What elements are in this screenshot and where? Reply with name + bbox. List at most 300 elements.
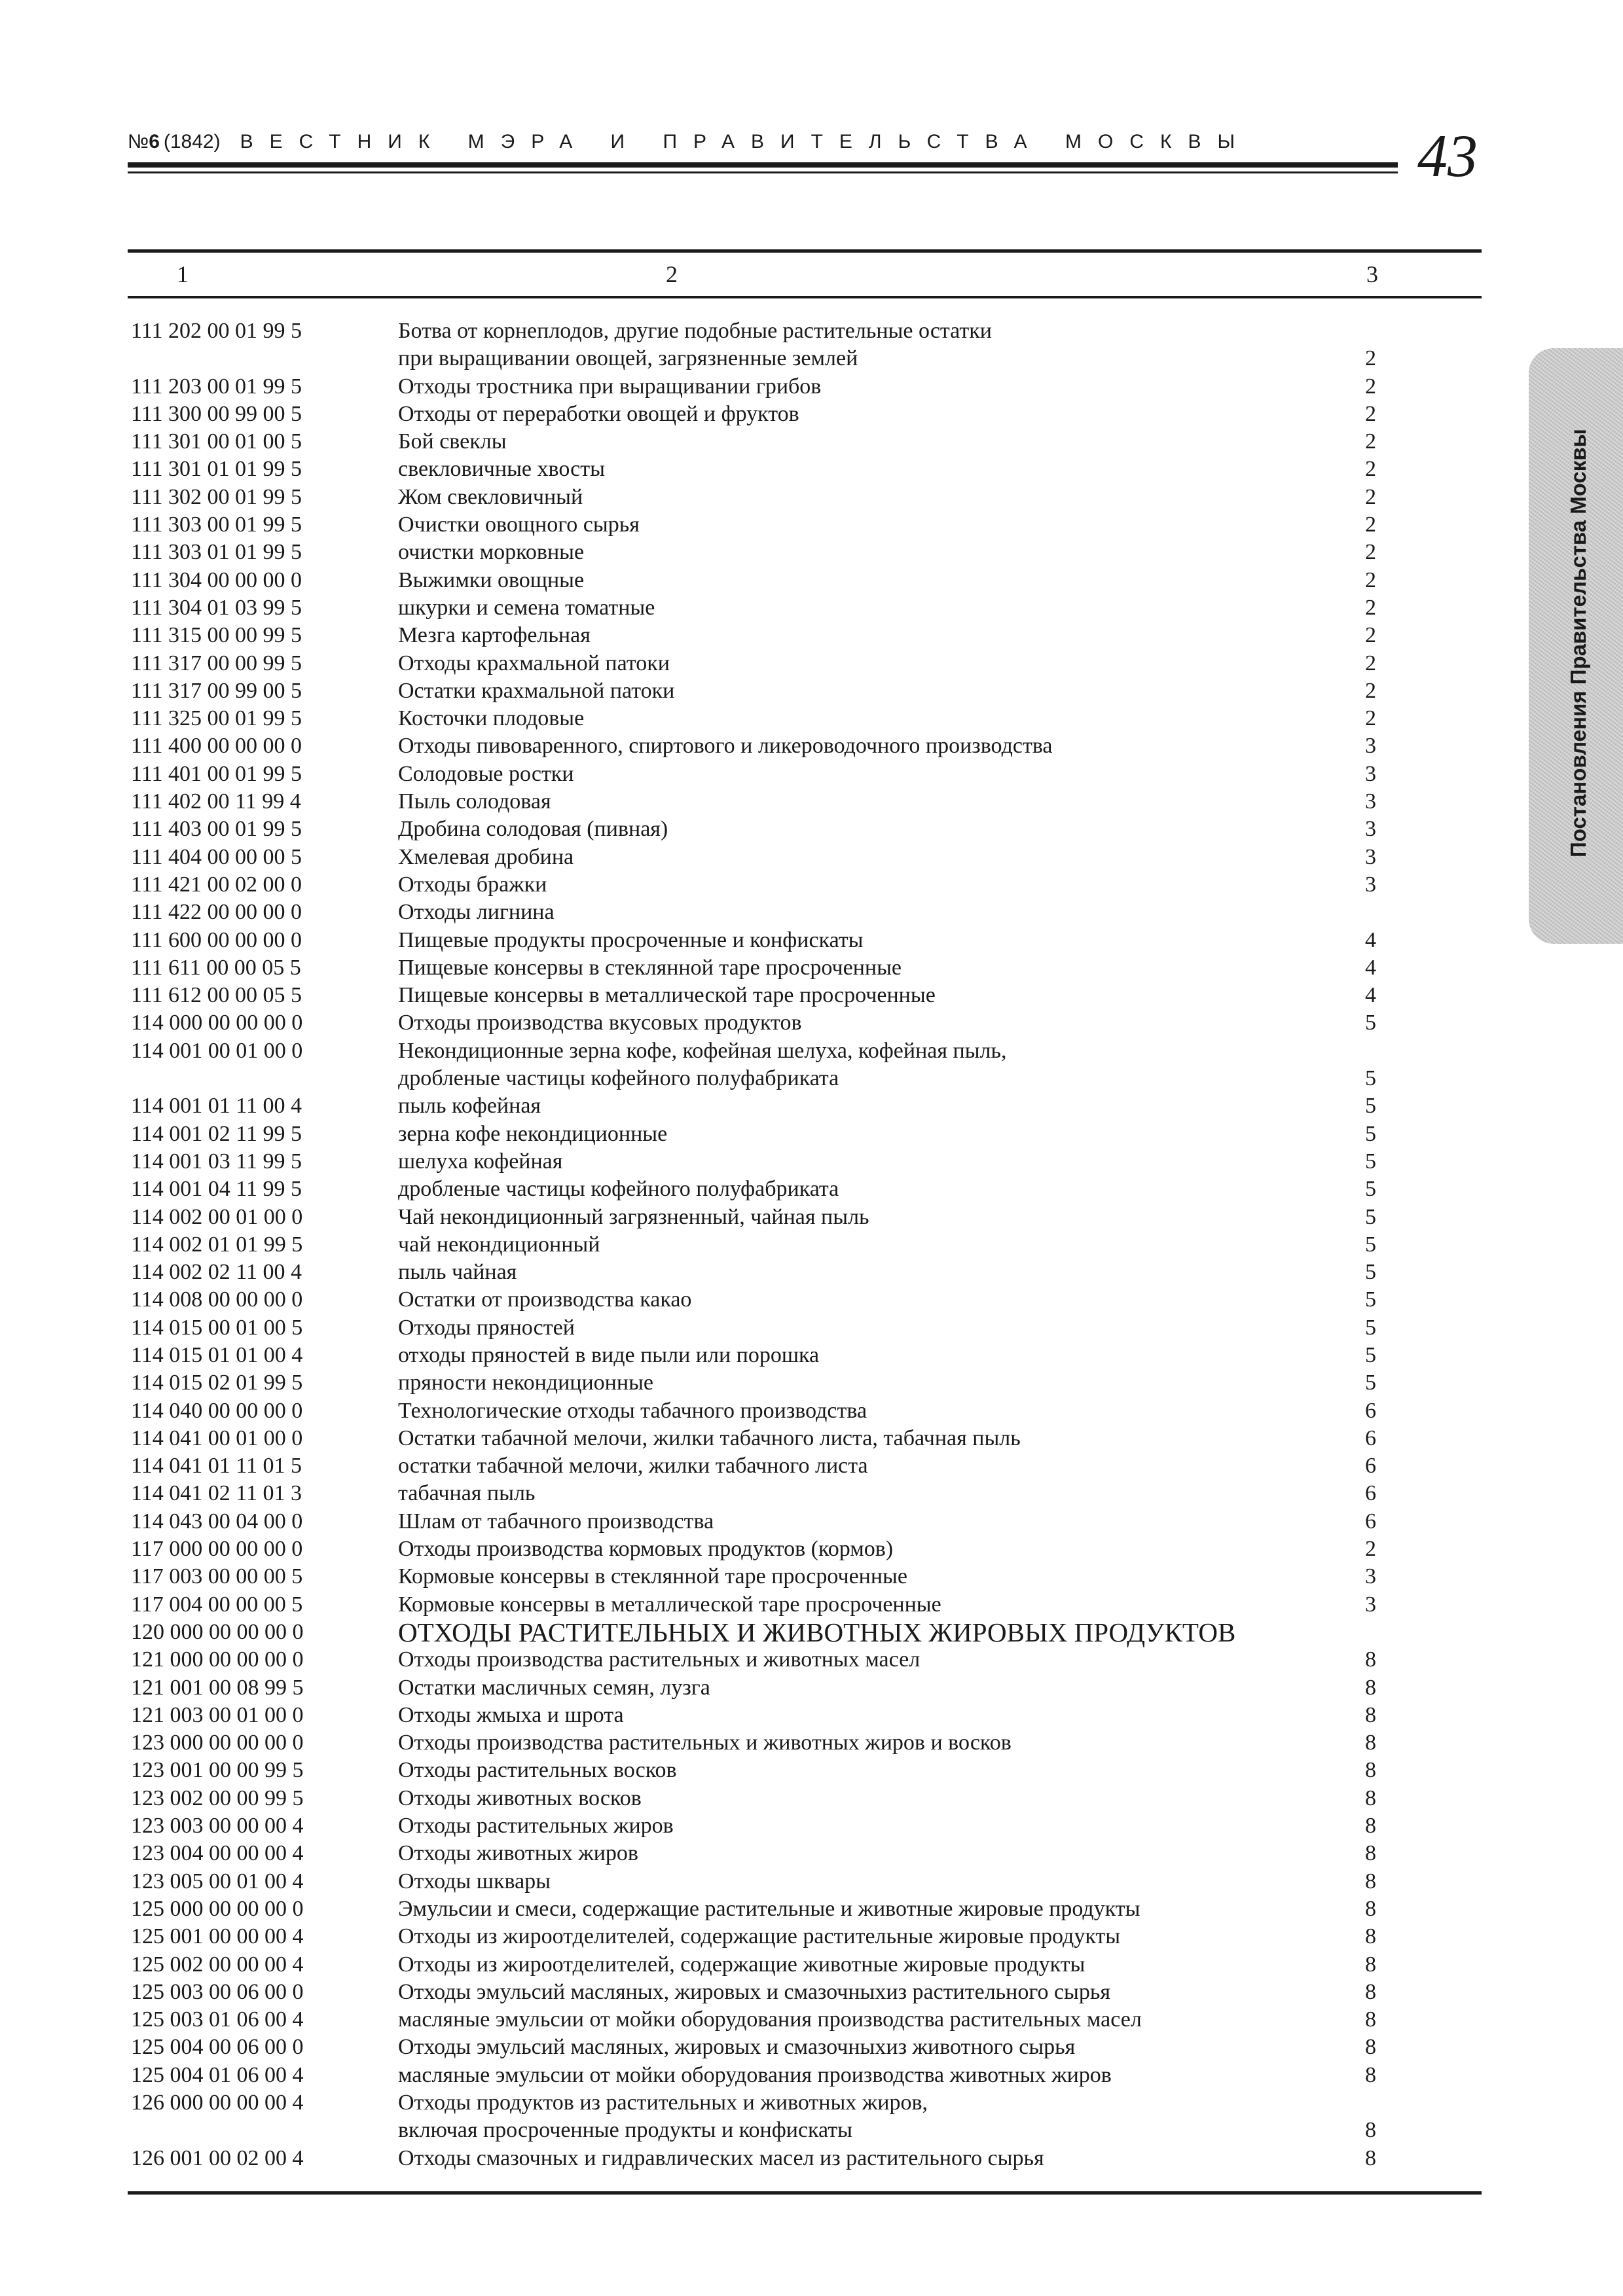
waste-description — [398, 1204, 869, 1231]
page-number: 43 — [1417, 122, 1478, 189]
waste-code: 125 004 01 06 00 4 — [131, 2062, 304, 2087]
hazard-class: 2 — [1365, 1537, 1376, 1562]
column-header-2: 2 — [666, 261, 678, 287]
waste-code: 111 421 00 02 00 0 — [131, 872, 302, 897]
table-row — [131, 1812, 1480, 1840]
hazard-class: 2 — [1365, 457, 1376, 482]
hazard-class: 8 — [1365, 2145, 1376, 2170]
hazard-class: 8 — [1365, 1675, 1376, 1700]
description-line: пыль чайная — [398, 1260, 517, 1285]
waste-description — [398, 1619, 1235, 1646]
description-line: Отходы животных восков — [398, 1785, 642, 1810]
table-row — [131, 622, 1480, 649]
description-line: пыль кофейная — [398, 1094, 541, 1119]
description-line: Технологические отходы табачного производства — [398, 1398, 867, 1423]
hazard-class: 2 — [1365, 401, 1376, 426]
description-line: Отходы из жироотделителей, содержащие растительные жировые продукты — [398, 1924, 1121, 1949]
waste-description — [398, 373, 821, 401]
table-row — [131, 1757, 1480, 1784]
description-line: Отходы растительных восков — [398, 1758, 677, 1783]
description-line: чай некондиционный — [398, 1232, 600, 1257]
description-line: Отходы тростника при выращивании грибов — [398, 374, 822, 399]
hazard-class: 8 — [1365, 1924, 1376, 1949]
description-line: включая просроченные продукты и конфискаты — [398, 2118, 852, 2143]
waste-description — [398, 1840, 638, 1867]
waste-code: 111 303 01 01 99 5 — [131, 540, 302, 565]
waste-code: 114 001 00 01 00 0 — [131, 1038, 303, 1063]
waste-description — [398, 844, 574, 871]
hazard-class: 6 — [1365, 1398, 1376, 1423]
waste-description — [398, 1757, 677, 1784]
table-top-rule — [128, 249, 1482, 253]
waste-code: 121 003 00 01 00 0 — [131, 1702, 304, 1727]
waste-description — [398, 1286, 691, 1314]
waste-code: 114 002 01 01 99 5 — [131, 1232, 303, 1257]
table-row — [131, 871, 1480, 899]
waste-description — [398, 705, 584, 732]
waste-code: 114 008 00 00 00 0 — [131, 1287, 303, 1312]
hazard-class: 3 — [1365, 761, 1376, 786]
table-row — [131, 1951, 1480, 1979]
description-line: Пищевые консервы в стеклянной таре просроченные — [398, 955, 902, 980]
description-line: Эмульсии и смеси, содержащие растительные и животные жировые продукты — [398, 1896, 1140, 1921]
description-line: Остатки масличных семян, лузга — [398, 1675, 710, 1700]
description-line: Остатки от производства какао — [398, 1287, 692, 1312]
waste-code: 111 300 00 99 00 5 — [131, 401, 302, 426]
waste-code: 114 002 00 01 00 0 — [131, 1204, 303, 1229]
table-row — [131, 1535, 1480, 1563]
table-row — [131, 732, 1480, 760]
hazard-class: 2 — [1365, 623, 1376, 648]
waste-description — [398, 1951, 1085, 1979]
waste-description — [398, 539, 584, 566]
table-row — [131, 1175, 1480, 1203]
waste-code: 114 041 00 01 00 0 — [131, 1426, 303, 1450]
table-row — [131, 317, 1480, 373]
table-row — [131, 1785, 1480, 1812]
hazard-class: 2 — [1365, 706, 1376, 731]
description-line: Остатки табачной мелочи, жилки табачного листа, табачная пыль — [398, 1426, 1021, 1450]
waste-code: 111 315 00 00 99 5 — [131, 623, 302, 648]
hazard-class: 2 — [1365, 678, 1376, 703]
journal-title: ВЕСТНИК МЭРА И ПРАВИТЕЛЬСТВА МОСКВЫ — [240, 131, 1252, 152]
hazard-class: 6 — [1365, 1481, 1376, 1506]
waste-description — [398, 1923, 1120, 1950]
description-line: Некондиционные зерна кофе, кофейная шелуха, кофейная пыль, — [398, 1038, 1007, 1063]
waste-code: 114 001 03 11 99 5 — [131, 1149, 302, 1174]
table-row — [131, 1702, 1480, 1729]
waste-code: 125 002 00 00 00 4 — [131, 1952, 304, 1977]
waste-code: 114 001 04 11 99 5 — [131, 1177, 302, 1202]
table-row — [131, 816, 1480, 843]
hazard-class: 8 — [1365, 1731, 1376, 1755]
hazard-class: 5 — [1365, 1011, 1376, 1035]
waste-description — [398, 2006, 1142, 2034]
waste-code: 111 611 00 00 05 5 — [131, 955, 301, 980]
description-line: табачная пыль — [398, 1481, 536, 1506]
table-row — [131, 899, 1480, 926]
table-row — [131, 2034, 1480, 2061]
description-line: Бой свеклы — [398, 429, 507, 454]
waste-description — [398, 1369, 653, 1397]
hazard-class: 4 — [1365, 983, 1376, 1008]
hazard-class: 8 — [1365, 1869, 1376, 1893]
hazard-class: 6 — [1365, 1454, 1376, 1479]
description-line: пряности некондиционные — [398, 1371, 654, 1395]
waste-description — [398, 1175, 839, 1203]
table-row — [131, 1314, 1480, 1342]
hazard-class: 5 — [1365, 1315, 1376, 1340]
table-row — [131, 1674, 1480, 1702]
waste-description — [398, 1452, 868, 1480]
waste-description — [398, 1092, 541, 1120]
issue-total: (1842) — [163, 131, 221, 152]
waste-code: 125 003 01 06 00 4 — [131, 2007, 304, 2032]
waste-code: 111 303 00 01 99 5 — [131, 512, 302, 537]
waste-code: 111 422 00 00 00 0 — [131, 900, 302, 925]
waste-description — [398, 677, 674, 705]
hazard-class: 2 — [1365, 595, 1376, 620]
issue-number: 6 — [149, 131, 160, 152]
table-row — [131, 1259, 1480, 1286]
hazard-class: 2 — [1365, 567, 1376, 592]
header-rule-thick — [128, 162, 1398, 168]
table-row — [131, 1480, 1480, 1507]
hazard-class: 3 — [1365, 1564, 1376, 1589]
table-row — [131, 788, 1480, 816]
waste-code: 114 041 01 11 01 5 — [131, 1454, 302, 1479]
table-row — [131, 1729, 1480, 1757]
waste-code: 114 043 00 04 00 0 — [131, 1509, 303, 1534]
description-line: Отходы производства растительных и животных масел — [398, 1647, 921, 1672]
hazard-class: 8 — [1365, 1979, 1376, 2004]
description-line: свекловичные хвосты — [398, 457, 605, 482]
hazard-class: 2 — [1365, 651, 1376, 675]
table-row — [131, 1840, 1480, 1867]
waste-description — [398, 650, 670, 677]
waste-code: 111 304 00 00 00 0 — [131, 567, 302, 592]
waste-description — [398, 1702, 624, 1729]
waste-code: 123 005 00 01 00 4 — [131, 1869, 304, 1893]
table-row — [131, 1646, 1480, 1674]
waste-description — [398, 2089, 928, 2145]
waste-code: 111 401 00 01 99 5 — [131, 761, 302, 786]
hazard-class: 2 — [1365, 512, 1376, 537]
waste-code: 120 000 00 00 00 0 — [131, 1619, 304, 1644]
waste-description — [398, 1425, 1021, 1452]
waste-description — [398, 428, 507, 456]
waste-code: 117 000 00 00 00 0 — [131, 1537, 303, 1562]
waste-code: 117 003 00 00 00 5 — [131, 1564, 303, 1589]
hazard-class: 5 — [1365, 1177, 1376, 1202]
description-line: Отходы производства кормовых продуктов (кормов) — [398, 1537, 894, 1562]
waste-code: 114 001 01 11 00 4 — [131, 1094, 302, 1119]
description-line: Отходы животных жиров — [398, 1841, 638, 1866]
waste-description — [398, 2034, 1075, 2061]
hazard-class: 5 — [1365, 1342, 1376, 1367]
description-line: Солодовые ростки — [398, 761, 574, 786]
description-line: шкурки и семена томатные — [398, 595, 655, 620]
description-line: ОТХОДЫ РАСТИТЕЛЬНЫХ И ЖИВОТНЫХ ЖИРОВЫХ ПРОДУКТОВ — [398, 1617, 1236, 1647]
hazard-class: 5 — [1365, 1287, 1376, 1312]
description-line: Пищевые продукты просроченные и конфискаты — [398, 927, 864, 952]
description-line: Отходы бражки — [398, 872, 547, 897]
waste-code: 125 000 00 00 00 0 — [131, 1896, 304, 1921]
table-row — [131, 428, 1480, 456]
hazard-class: 5 — [1365, 1371, 1376, 1395]
table-header-rule — [128, 296, 1482, 298]
table-row — [131, 982, 1480, 1009]
table-row — [131, 1121, 1480, 1148]
hazard-class: 8 — [1365, 1758, 1376, 1783]
waste-description — [398, 622, 591, 649]
hazard-class: 8 — [1365, 1896, 1376, 1921]
description-line: очистки морковные — [398, 540, 585, 565]
waste-description — [398, 2062, 1112, 2089]
description-line: масляные эмульсии от мойки оборудования производства растительных масел — [398, 2007, 1142, 2032]
description-line: Отходы производства вкусовых продуктов — [398, 1011, 802, 1035]
table-row — [131, 1452, 1480, 1480]
waste-description — [398, 1480, 535, 1507]
waste-description — [398, 1563, 907, 1590]
table-row — [131, 1204, 1480, 1231]
description-line: Дробина солодовая (пивная) — [398, 817, 668, 842]
table-row — [131, 677, 1480, 705]
waste-description — [398, 1148, 562, 1175]
table-row — [131, 954, 1480, 982]
waste-description — [398, 899, 555, 926]
table-row — [131, 1923, 1480, 1950]
table-bottom-rule — [128, 2191, 1482, 2195]
waste-description — [398, 761, 574, 788]
waste-description — [398, 732, 1053, 760]
waste-description — [398, 1729, 1012, 1757]
table-row — [131, 1397, 1480, 1425]
table-row — [131, 1286, 1480, 1314]
hazard-class: 5 — [1365, 1260, 1376, 1285]
table-row — [131, 1591, 1480, 1619]
description-line: Пыль солодовая — [398, 789, 551, 814]
waste-description — [398, 484, 583, 511]
description-line: шелуха кофейная — [398, 1149, 563, 1174]
table-row — [131, 1508, 1480, 1535]
waste-description — [398, 927, 863, 954]
waste-code: 114 040 00 00 00 0 — [131, 1398, 303, 1423]
table-row — [131, 511, 1480, 539]
waste-code: 111 402 00 11 99 4 — [131, 789, 301, 814]
waste-code: 111 400 00 00 00 0 — [131, 734, 302, 759]
table-row — [131, 401, 1480, 428]
waste-code: 111 304 01 03 99 5 — [131, 595, 302, 620]
waste-description — [398, 982, 936, 1009]
hazard-class: 4 — [1365, 955, 1376, 980]
waste-code: 111 612 00 00 05 5 — [131, 983, 302, 1008]
waste-code: 125 004 00 06 00 0 — [131, 2035, 304, 2060]
waste-description — [398, 1259, 517, 1286]
hazard-class: 2 — [1365, 346, 1376, 371]
description-line: Остатки крахмальной патоки — [398, 678, 675, 703]
hazard-class: 6 — [1365, 1509, 1376, 1534]
table-row — [131, 594, 1480, 622]
hazard-class: 2 — [1365, 540, 1376, 565]
table-row — [131, 456, 1480, 483]
waste-description — [398, 594, 655, 622]
waste-code: 125 001 00 00 00 4 — [131, 1924, 304, 1949]
waste-code: 111 404 00 00 00 5 — [131, 844, 302, 869]
description-line: Отходы растительных жиров — [398, 1814, 674, 1839]
description-line: при выращивании овощей, загрязненные землей — [398, 346, 858, 371]
description-line: Жом свекловичный — [398, 484, 583, 509]
table-row — [131, 1868, 1480, 1895]
header-rule-thin — [128, 171, 1398, 173]
waste-code: 114 015 02 01 99 5 — [131, 1371, 303, 1395]
waste-description — [398, 2145, 1044, 2172]
waste-description — [398, 1591, 941, 1619]
waste-code: 111 301 00 01 00 5 — [131, 429, 302, 454]
waste-code: 123 003 00 00 00 4 — [131, 1814, 304, 1839]
waste-code: 121 001 00 08 99 5 — [131, 1675, 304, 1700]
hazard-class: 5 — [1365, 1149, 1376, 1174]
hazard-class: 8 — [1365, 1841, 1376, 1866]
table-row — [131, 1895, 1480, 1923]
hazard-class: 3 — [1365, 734, 1376, 759]
description-line: Ботва от корнеплодов, другие подобные растительные остатки — [398, 319, 992, 343]
column-header-3: 3 — [1366, 261, 1378, 287]
hazard-class: 8 — [1365, 2035, 1376, 2060]
table-row — [131, 1369, 1480, 1397]
hazard-class: 8 — [1365, 1647, 1376, 1672]
waste-description — [398, 1812, 674, 1840]
description-line: масляные эмульсии от мойки оборудования производства животных жиров — [398, 2062, 1112, 2087]
waste-description — [398, 1868, 551, 1895]
table-row — [131, 1148, 1480, 1175]
description-line: Кормовые консервы в металлической таре просроченные — [398, 1592, 941, 1617]
hazard-class: 5 — [1365, 1232, 1376, 1257]
table-row — [131, 567, 1480, 594]
hazard-class: 3 — [1365, 1592, 1376, 1617]
waste-code: 121 000 00 00 00 0 — [131, 1647, 304, 1672]
table-row — [131, 650, 1480, 677]
section-tab-label: Постановления Правительства Москвы — [1566, 429, 1590, 857]
hazard-class: 8 — [1365, 1702, 1376, 1727]
waste-code: 111 202 00 01 99 5 — [131, 319, 302, 343]
description-line: Отходы от переработки овощей и фруктов — [398, 401, 799, 426]
table-row — [131, 2089, 1480, 2145]
waste-code: 125 003 00 06 00 0 — [131, 1979, 304, 2004]
waste-code: 114 002 02 11 00 4 — [131, 1260, 302, 1285]
description-line: Отходы производства растительных и животных жиров и восков — [398, 1731, 1012, 1755]
waste-description — [398, 1009, 802, 1037]
hazard-class: 4 — [1365, 927, 1376, 952]
waste-code: 111 203 00 01 99 5 — [131, 374, 302, 399]
waste-code: 123 004 00 00 00 4 — [131, 1841, 304, 1866]
waste-code: 111 317 00 00 99 5 — [131, 651, 302, 675]
waste-code: 123 000 00 00 00 0 — [131, 1731, 304, 1755]
table-row — [131, 1092, 1480, 1120]
hazard-class: 2 — [1365, 484, 1376, 509]
description-line: Отходы эмульсий масляных, жировых и смазочныхиз животного сырья — [398, 2035, 1076, 2060]
hazard-class: 2 — [1365, 374, 1376, 399]
description-line: зерна кофе некондиционные — [398, 1121, 668, 1146]
waste-description — [398, 1342, 819, 1369]
description-line: Отходы пряностей — [398, 1315, 575, 1340]
header-text — [128, 131, 1251, 153]
hazard-class: 8 — [1365, 2007, 1376, 2032]
waste-code: 111 301 01 01 99 5 — [131, 457, 302, 482]
waste-description — [398, 1979, 1110, 2006]
waste-code: 111 403 00 01 99 5 — [131, 817, 302, 842]
table-row — [131, 927, 1480, 954]
waste-description — [398, 1785, 642, 1812]
waste-code: 114 015 00 01 00 5 — [131, 1315, 303, 1340]
waste-code: 114 000 00 00 00 0 — [131, 1011, 303, 1035]
description-line: остатки табачной мелочи, жилки табачного листа — [398, 1454, 868, 1479]
description-line: Чай некондиционный загрязненный, чайная пыль — [398, 1204, 869, 1229]
table-row — [131, 484, 1480, 511]
description-line: Отходы лигнина — [398, 900, 555, 925]
hazard-class: 8 — [1365, 1785, 1376, 1810]
waste-description — [398, 1314, 575, 1342]
waste-code: 114 015 01 01 00 4 — [131, 1342, 303, 1367]
description-line: Косточки плодовые — [398, 706, 585, 731]
hazard-class: 8 — [1365, 2118, 1376, 2143]
waste-description — [398, 456, 605, 483]
table-section-heading-row — [131, 1619, 1480, 1646]
description-line: Мезга картофельная — [398, 623, 591, 648]
hazard-class: 3 — [1365, 872, 1376, 897]
table-row — [131, 1009, 1480, 1037]
waste-code: 114 041 02 11 01 3 — [131, 1481, 302, 1506]
waste-description — [398, 816, 668, 843]
waste-description — [398, 1231, 600, 1259]
description-line: Пищевые консервы в металлической таре просроченные — [398, 983, 936, 1008]
description-line: Шлам от табачного производства — [398, 1509, 714, 1534]
waste-description — [398, 1508, 714, 1535]
description-line: Очистки овощного сырья — [398, 512, 640, 537]
waste-description — [398, 1674, 710, 1702]
hazard-class: 5 — [1365, 1066, 1376, 1091]
waste-description — [398, 567, 584, 594]
hazard-class: 3 — [1365, 789, 1376, 814]
table-row — [131, 2062, 1480, 2089]
waste-description — [398, 1121, 667, 1148]
table-row — [131, 705, 1480, 732]
description-line: Отходы продуктов из растительных и животных жиров, — [398, 2090, 928, 2115]
hazard-class: 3 — [1365, 844, 1376, 869]
hazard-class: 6 — [1365, 1426, 1376, 1450]
waste-description — [398, 511, 640, 539]
waste-description — [398, 1037, 1007, 1093]
hazard-class: 5 — [1365, 1204, 1376, 1229]
waste-code: 111 600 00 00 00 0 — [131, 927, 302, 952]
running-header — [128, 131, 1391, 183]
waste-description — [398, 401, 799, 428]
description-line: Отходы жмыха и шрота — [398, 1702, 624, 1727]
issue-number-symbol: № — [128, 131, 149, 152]
hazard-class: 5 — [1365, 1121, 1376, 1146]
description-line: Хмелевая дробина — [398, 844, 574, 869]
waste-classification-table — [131, 317, 1480, 2172]
column-header-1: 1 — [177, 261, 189, 287]
waste-code: 123 002 00 00 99 5 — [131, 1785, 304, 1810]
hazard-class: 8 — [1365, 1952, 1376, 1977]
waste-description — [398, 1646, 920, 1674]
hazard-class: 3 — [1365, 817, 1376, 842]
description-line: отходы пряностей в виде пыли или порошка — [398, 1342, 820, 1367]
table-row — [131, 844, 1480, 871]
description-line: Отходы из жироотделителей, содержащие животные жировые продукты — [398, 1952, 1085, 1977]
description-line: дробленые частицы кофейного полуфабриката — [398, 1177, 839, 1202]
